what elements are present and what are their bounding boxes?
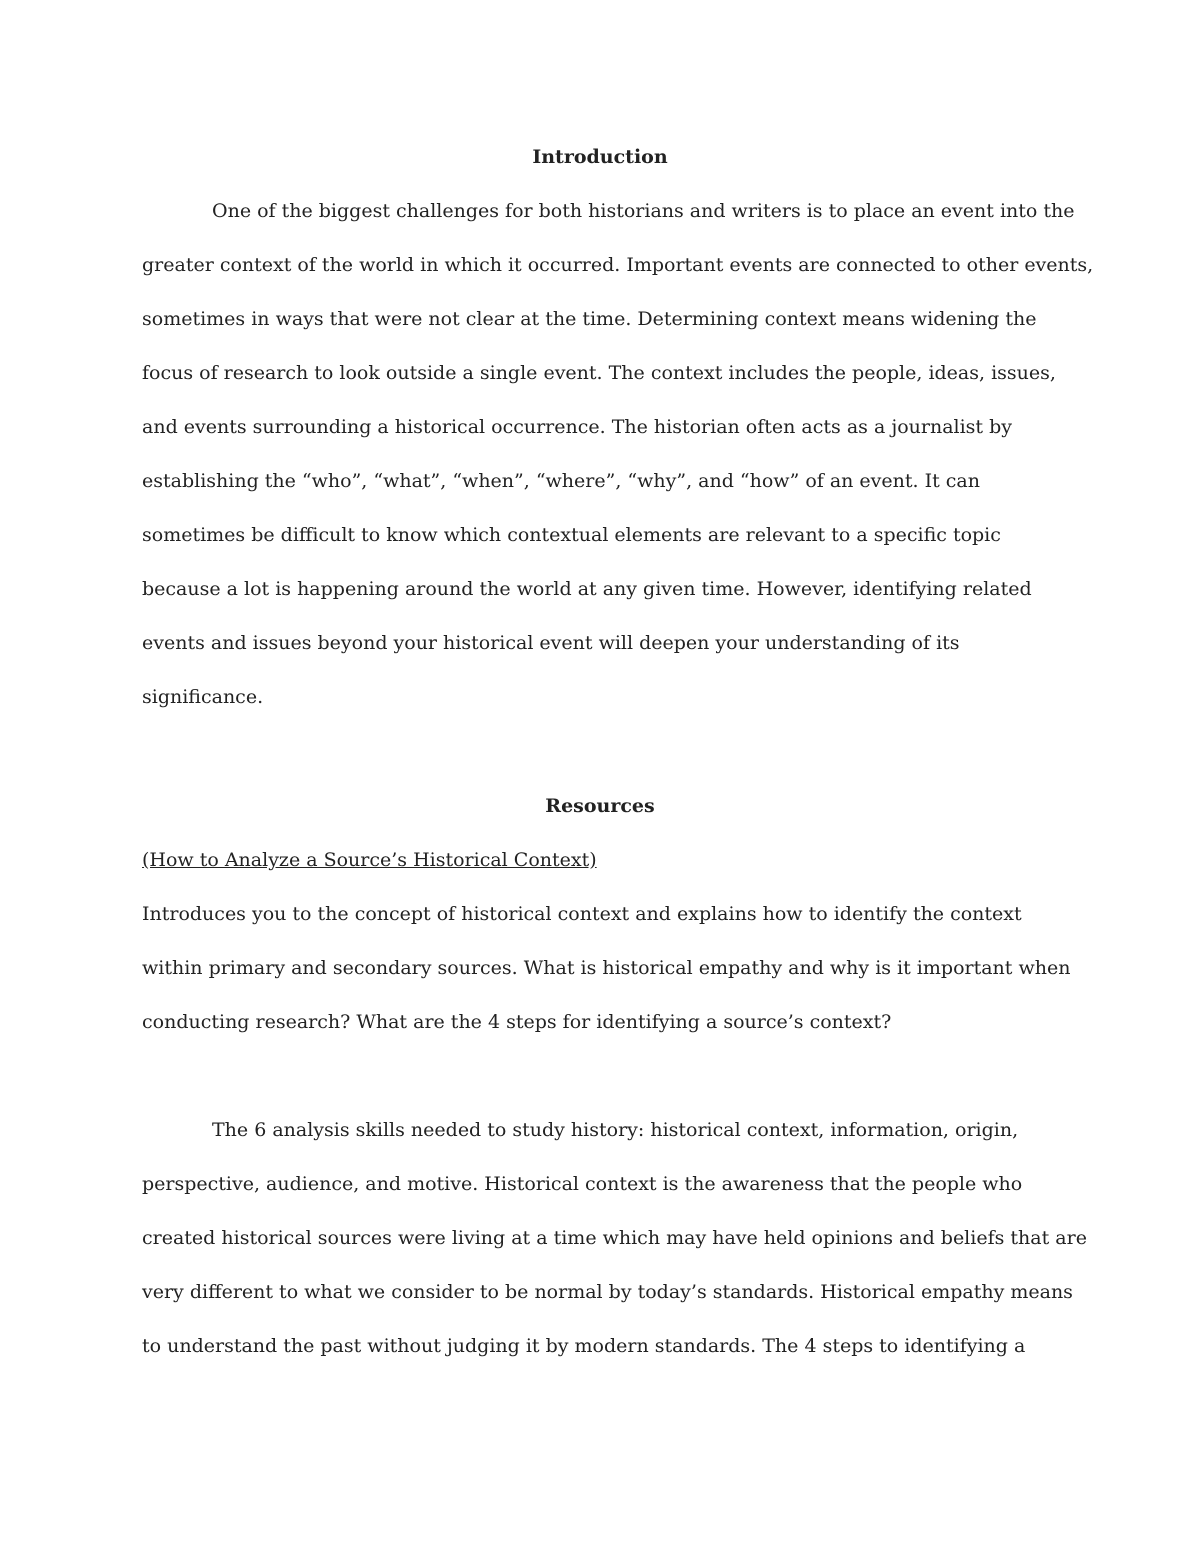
resource-summary-line: created historical sources were living at a time which may have held opinions and beliefs that are: [142, 1227, 1087, 1249]
introduction-line: because a lot is happening around the world at any given time. However, identifying related: [142, 578, 1032, 600]
resource-summary-line: The 6 analysis skills needed to study history: historical context, information, origin,: [212, 1119, 1019, 1141]
introduction-line: sometimes be difficult to know which contextual elements are relevant to a specific topic: [142, 524, 1001, 546]
introduction-line: focus of research to look outside a single event. The context includes the people, ideas, issues,: [142, 362, 1056, 384]
resource-link[interactable]: (How to Analyze a Source’s Historical Context): [142, 849, 597, 871]
introduction-line: establishing the “who”, “what”, “when”, “where”, “why”, and “how” of an event. It can: [142, 470, 980, 492]
introduction-line: greater context of the world in which it occurred. Important events are connected to other events,: [142, 254, 1094, 276]
introduction-line: sometimes in ways that were not clear at the time. Determining context means widening the: [142, 308, 1037, 330]
resource-description-line: within primary and secondary sources. What is historical empathy and why is it important when: [142, 957, 1071, 979]
resources-heading: Resources: [545, 795, 655, 817]
introduction-line: events and issues beyond your historical event will deepen your understanding of its: [142, 632, 960, 654]
resource-summary-line: very different to what we consider to be normal by today’s standards. Historical empathy means: [142, 1281, 1073, 1303]
resource-description-line: Introduces you to the concept of historical context and explains how to identify the context: [142, 903, 1022, 925]
introduction-line: significance.: [142, 686, 264, 708]
resource-summary-line: perspective, audience, and motive. Historical context is the awareness that the people who: [142, 1173, 1023, 1195]
introduction-heading: Introduction: [532, 146, 668, 168]
resource-summary-line: to understand the past without judging it by modern standards. The 4 steps to identifying a: [142, 1335, 1026, 1357]
introduction-line: and events surrounding a historical occurrence. The historian often acts as a journalist by: [142, 416, 1013, 438]
resource-description-line: conducting research? What are the 4 steps for identifying a source’s context?: [142, 1011, 892, 1033]
introduction-line: One of the biggest challenges for both historians and writers is to place an event into the: [212, 200, 1075, 222]
